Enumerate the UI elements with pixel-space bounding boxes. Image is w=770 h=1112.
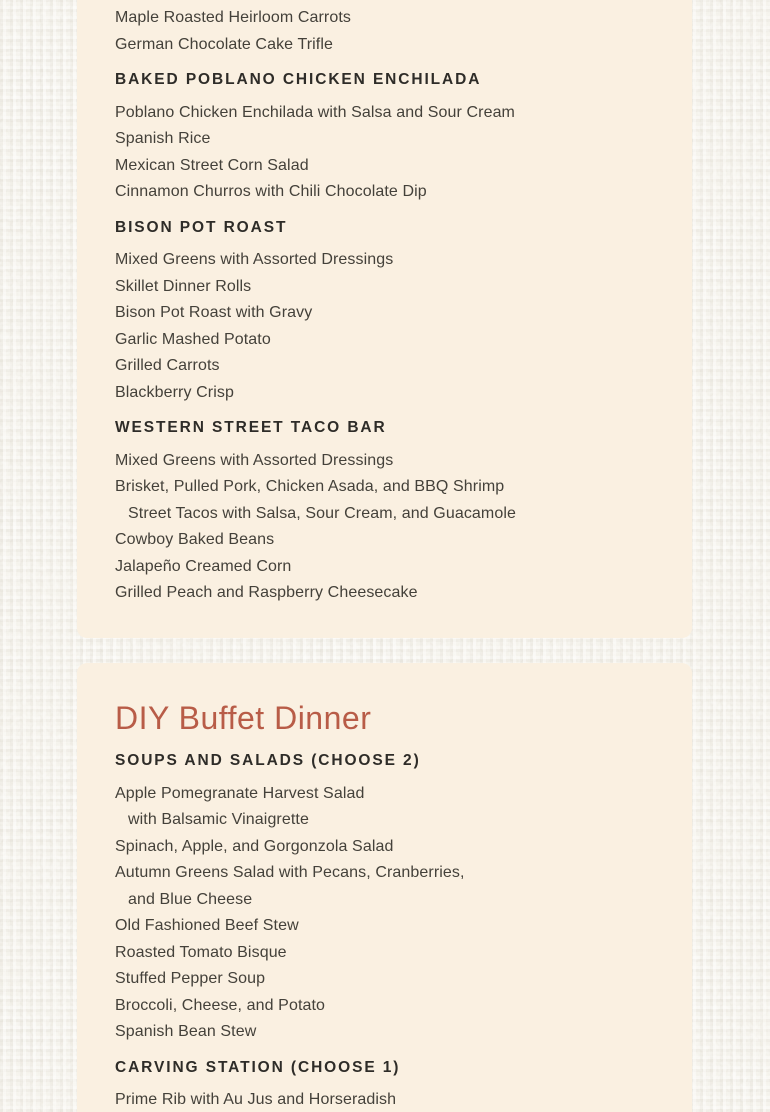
menu-item: Stuffed Pepper Soup (115, 970, 266, 987)
menu-title: DIY Buffet Dinner (115, 700, 372, 736)
menu-card-diy-buffet-dinner (77, 663, 692, 1112)
menu-item: Broccoli, Cheese, and Potato (115, 996, 326, 1014)
menu-item: German Chocolate Cake Trifle (115, 35, 334, 53)
menu-item: Spanish Rice (115, 130, 211, 147)
menu-card-upper (77, 0, 692, 638)
menu-item: Prime Rib with Au Jus and Horseradish (115, 1091, 397, 1108)
menu-item: Brisket, Pulled Pork, Chicken Asada, and BBQ Shrimp (115, 478, 505, 495)
menu-item: Apple Pomegranate Harvest Salad (115, 784, 365, 802)
section-heading: SOUPS AND SALADS (CHOOSE 2) (115, 752, 421, 769)
menu-item: with Balsamic Vinaigrette (128, 811, 309, 828)
section-heading: BAKED POBLANO CHICKEN ENCHILADA (115, 71, 482, 88)
menu-item: Maple Roasted Heirloom Carrots (115, 9, 351, 26)
menu-item: Jalapeño Creamed Corn (115, 557, 292, 575)
section-heading: BISON POT ROAST (115, 218, 288, 236)
menu-item: Cinnamon Churros with Chili Chocolate Dip (115, 183, 427, 200)
menu-sections (115, 748, 658, 1112)
menu-item: and Blue Cheese (128, 890, 253, 908)
menu-card-diy-body (77, 663, 692, 1112)
menu-card-upper-body (77, 0, 692, 607)
menu-item: Mixed Greens with Assorted Dressings (115, 451, 394, 469)
menu-item: Bison Pot Roast with Gravy (115, 304, 313, 321)
menu-item: Grilled Carrots (115, 357, 220, 374)
menu-sections (115, 5, 658, 607)
menu-item: Mixed Greens with Assorted Dressings (115, 251, 394, 268)
menu-item: Garlic Mashed Potato (115, 330, 271, 348)
menu-item: Poblano Chicken Enchilada with Salsa and Sour Cream (115, 103, 515, 121)
menu-item: Spinach, Apple, and Gorgonzola Salad (115, 837, 394, 855)
menu-item: Roasted Tomato Bisque (115, 943, 287, 961)
menu-item: Autumn Greens Salad with Pecans, Cranberries, (115, 864, 465, 881)
menu-item: Skillet Dinner Rolls (115, 277, 252, 295)
menu-item: Blackberry Crisp (115, 383, 234, 401)
section-heading: CARVING STATION (CHOOSE 1) (115, 1058, 401, 1076)
menu-item: Mexican Street Corn Salad (115, 156, 309, 174)
menu-item: Grilled Peach and Raspberry Cheesecake (115, 584, 418, 601)
section-heading: WESTERN STREET TACO BAR (115, 419, 387, 436)
menu-item: Cowboy Baked Beans (115, 531, 275, 548)
menu-item: Street Tacos with Salsa, Sour Cream, and Guacamole (128, 504, 516, 522)
menu-item: Old Fashioned Beef Stew (115, 917, 299, 934)
menu-item: Spanish Bean Stew (115, 1023, 257, 1040)
